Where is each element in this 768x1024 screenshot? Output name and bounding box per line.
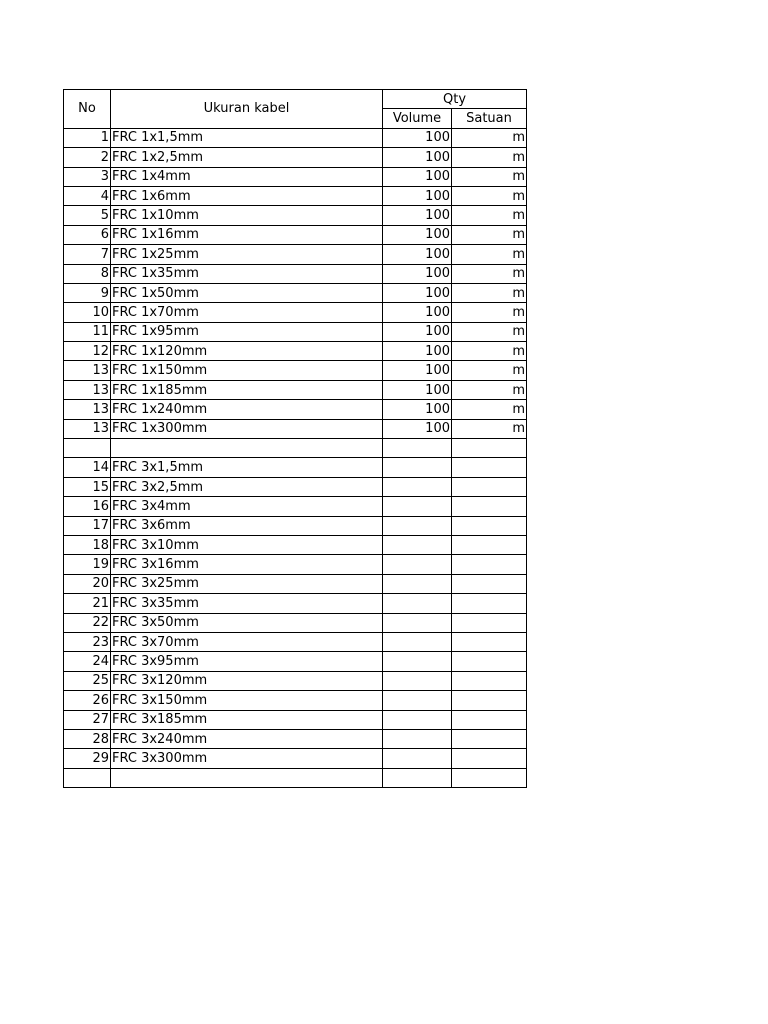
volume-cell <box>383 477 452 496</box>
row-number-cell <box>64 439 111 458</box>
unit-cell: m <box>452 245 527 264</box>
cable-size-cell: FRC 1x50mm <box>111 283 383 302</box>
table-row <box>64 594 527 613</box>
unit-cell: m <box>452 380 527 399</box>
cable-size-cell: FRC 1x16mm <box>111 225 383 244</box>
unit-cell <box>452 477 527 496</box>
volume-cell: 100 <box>383 245 452 264</box>
table-row <box>64 749 527 768</box>
unit-cell <box>452 555 527 574</box>
row-number-cell: 9 <box>64 283 111 302</box>
unit-cell: m <box>452 225 527 244</box>
cable-size-cell: FRC 1x4mm <box>111 167 383 186</box>
volume-cell <box>383 458 452 477</box>
unit-cell: m <box>452 264 527 283</box>
unit-cell <box>452 749 527 768</box>
table-body <box>64 128 527 787</box>
table-row <box>64 439 527 458</box>
table-row <box>64 574 527 593</box>
table-row <box>64 400 527 419</box>
header-qty: Qty <box>383 90 527 109</box>
table-row <box>64 148 527 167</box>
cable-size-cell <box>111 439 383 458</box>
unit-cell: m <box>452 186 527 205</box>
unit-cell: m <box>452 322 527 341</box>
volume-cell: 100 <box>383 342 452 361</box>
unit-cell <box>452 497 527 516</box>
row-number-cell: 25 <box>64 671 111 690</box>
row-number-cell: 1 <box>64 128 111 147</box>
cable-size-cell: FRC 3x2,5mm <box>111 477 383 496</box>
unit-cell: m <box>452 400 527 419</box>
header-unit: Satuan <box>452 109 527 128</box>
table-row <box>64 128 527 147</box>
cable-size-cell: FRC 1x35mm <box>111 264 383 283</box>
header-row-top <box>64 90 527 109</box>
cable-size-cell: FRC 3x240mm <box>111 729 383 748</box>
table-row <box>64 225 527 244</box>
unit-cell <box>452 458 527 477</box>
cable-size-cell: FRC 1x6mm <box>111 186 383 205</box>
cable-size-cell: FRC 3x1,5mm <box>111 458 383 477</box>
row-number-cell: 3 <box>64 167 111 186</box>
volume-cell <box>383 671 452 690</box>
row-number-cell: 4 <box>64 186 111 205</box>
volume-cell <box>383 749 452 768</box>
table-row <box>64 419 527 438</box>
row-number-cell: 26 <box>64 691 111 710</box>
cable-size-cell: FRC 3x70mm <box>111 632 383 651</box>
cable-size-cell: FRC 1x300mm <box>111 419 383 438</box>
volume-cell: 100 <box>383 283 452 302</box>
volume-cell <box>383 729 452 748</box>
row-number-cell: 28 <box>64 729 111 748</box>
table-row <box>64 613 527 632</box>
unit-cell: m <box>452 148 527 167</box>
volume-cell <box>383 768 452 787</box>
cable-size-cell: FRC 3x185mm <box>111 710 383 729</box>
row-number-cell: 15 <box>64 477 111 496</box>
row-number-cell: 10 <box>64 303 111 322</box>
volume-cell <box>383 555 452 574</box>
cable-size-cell: FRC 3x10mm <box>111 535 383 554</box>
volume-cell: 100 <box>383 128 452 147</box>
table-row <box>64 361 527 380</box>
volume-cell: 100 <box>383 400 452 419</box>
header-size: Ukuran kabel <box>111 90 383 129</box>
header-no: No <box>64 90 111 129</box>
unit-cell <box>452 710 527 729</box>
table-row <box>64 671 527 690</box>
row-number-cell: 5 <box>64 206 111 225</box>
unit-cell: m <box>452 419 527 438</box>
volume-cell <box>383 535 452 554</box>
volume-cell: 100 <box>383 186 452 205</box>
cable-table <box>63 89 527 788</box>
volume-cell <box>383 652 452 671</box>
cable-size-cell: FRC 1x150mm <box>111 361 383 380</box>
row-number-cell: 19 <box>64 555 111 574</box>
table-row <box>64 303 527 322</box>
unit-cell: m <box>452 283 527 302</box>
row-number-cell: 13 <box>64 380 111 399</box>
cable-size-cell: FRC 1x120mm <box>111 342 383 361</box>
volume-cell: 100 <box>383 303 452 322</box>
header-volume: Volume <box>383 109 452 128</box>
row-number-cell: 8 <box>64 264 111 283</box>
volume-cell: 100 <box>383 148 452 167</box>
unit-cell <box>452 516 527 535</box>
row-number-cell: 12 <box>64 342 111 361</box>
unit-cell <box>452 632 527 651</box>
volume-cell <box>383 613 452 632</box>
row-number-cell: 13 <box>64 419 111 438</box>
cable-size-cell: FRC 1x25mm <box>111 245 383 264</box>
table-header <box>64 90 527 129</box>
volume-cell: 100 <box>383 419 452 438</box>
cable-size-cell: FRC 3x35mm <box>111 594 383 613</box>
volume-cell <box>383 574 452 593</box>
table-row <box>64 342 527 361</box>
volume-cell: 100 <box>383 167 452 186</box>
volume-cell <box>383 439 452 458</box>
row-number-cell: 29 <box>64 749 111 768</box>
cable-size-cell: FRC 3x16mm <box>111 555 383 574</box>
table-row <box>64 729 527 748</box>
row-number-cell <box>64 768 111 787</box>
row-number-cell: 6 <box>64 225 111 244</box>
table-row <box>64 186 527 205</box>
table-row <box>64 167 527 186</box>
cable-size-cell: FRC 1x70mm <box>111 303 383 322</box>
cable-size-cell: FRC 3x4mm <box>111 497 383 516</box>
cable-size-cell: FRC 3x120mm <box>111 671 383 690</box>
row-number-cell: 21 <box>64 594 111 613</box>
table-row <box>64 691 527 710</box>
volume-cell: 100 <box>383 264 452 283</box>
volume-cell: 100 <box>383 225 452 244</box>
cable-size-cell: FRC 1x2,5mm <box>111 148 383 167</box>
table-row <box>64 477 527 496</box>
volume-cell <box>383 516 452 535</box>
unit-cell: m <box>452 167 527 186</box>
row-number-cell: 7 <box>64 245 111 264</box>
row-number-cell: 14 <box>64 458 111 477</box>
unit-cell <box>452 691 527 710</box>
volume-cell <box>383 632 452 651</box>
unit-cell: m <box>452 342 527 361</box>
unit-cell: m <box>452 206 527 225</box>
cable-size-cell <box>111 768 383 787</box>
cable-size-cell: FRC 1x1,5mm <box>111 128 383 147</box>
unit-cell <box>452 613 527 632</box>
unit-cell <box>452 439 527 458</box>
table-row <box>64 245 527 264</box>
table-row <box>64 652 527 671</box>
table-row <box>64 322 527 341</box>
table-row <box>64 710 527 729</box>
row-number-cell: 22 <box>64 613 111 632</box>
volume-cell: 100 <box>383 322 452 341</box>
row-number-cell: 16 <box>64 497 111 516</box>
cable-size-cell: FRC 1x185mm <box>111 380 383 399</box>
unit-cell <box>452 535 527 554</box>
unit-cell <box>452 652 527 671</box>
table-row <box>64 555 527 574</box>
unit-cell <box>452 671 527 690</box>
unit-cell: m <box>452 303 527 322</box>
row-number-cell: 23 <box>64 632 111 651</box>
cable-size-cell: FRC 3x95mm <box>111 652 383 671</box>
table-row <box>64 632 527 651</box>
cable-size-cell: FRC 3x6mm <box>111 516 383 535</box>
unit-cell <box>452 574 527 593</box>
row-number-cell: 20 <box>64 574 111 593</box>
cable-size-cell: FRC 1x95mm <box>111 322 383 341</box>
table-row <box>64 206 527 225</box>
table-row <box>64 283 527 302</box>
volume-cell <box>383 497 452 516</box>
row-number-cell: 2 <box>64 148 111 167</box>
volume-cell: 100 <box>383 206 452 225</box>
table-row <box>64 535 527 554</box>
row-number-cell: 13 <box>64 361 111 380</box>
volume-cell: 100 <box>383 361 452 380</box>
row-number-cell: 18 <box>64 535 111 554</box>
table-row <box>64 768 527 787</box>
volume-cell <box>383 710 452 729</box>
table-row <box>64 458 527 477</box>
table-row <box>64 380 527 399</box>
unit-cell: m <box>452 128 527 147</box>
volume-cell <box>383 691 452 710</box>
table-row <box>64 497 527 516</box>
cable-size-cell: FRC 3x150mm <box>111 691 383 710</box>
cable-size-cell: FRC 3x300mm <box>111 749 383 768</box>
unit-cell <box>452 729 527 748</box>
cable-size-cell: FRC 3x50mm <box>111 613 383 632</box>
cable-size-cell: FRC 1x10mm <box>111 206 383 225</box>
row-number-cell: 11 <box>64 322 111 341</box>
unit-cell: m <box>452 361 527 380</box>
unit-cell <box>452 594 527 613</box>
table-row <box>64 516 527 535</box>
cable-size-cell: FRC 1x240mm <box>111 400 383 419</box>
volume-cell <box>383 594 452 613</box>
table-row <box>64 264 527 283</box>
row-number-cell: 24 <box>64 652 111 671</box>
row-number-cell: 13 <box>64 400 111 419</box>
cable-size-cell: FRC 3x25mm <box>111 574 383 593</box>
unit-cell <box>452 768 527 787</box>
row-number-cell: 17 <box>64 516 111 535</box>
row-number-cell: 27 <box>64 710 111 729</box>
volume-cell: 100 <box>383 380 452 399</box>
